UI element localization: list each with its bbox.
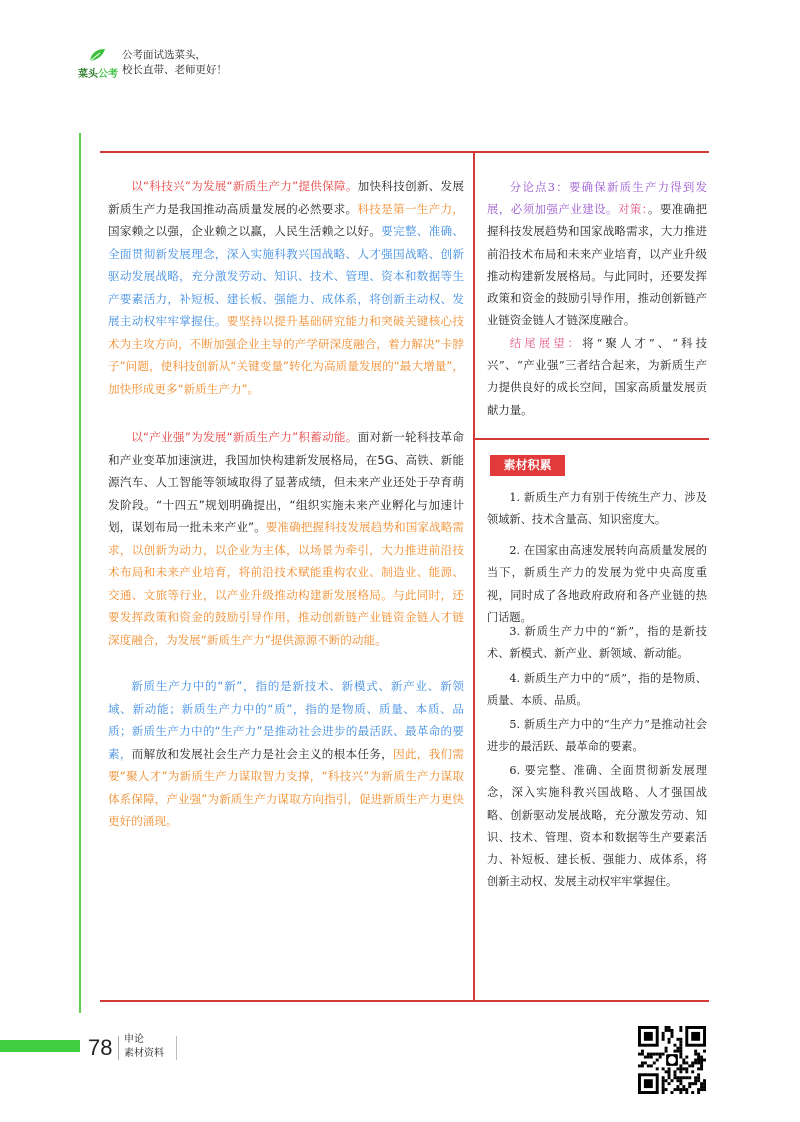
brand-logo [78, 48, 118, 80]
material-list-item: 1. 新质生产力有别于传统生产力、涉及领域新、技术含量高、知识密度大。 [487, 491, 707, 527]
footer-green-bar [0, 1040, 80, 1052]
text-run: 而解放和发展社会生产力是社会主义的根本任务， [131, 746, 393, 761]
header-slogan [122, 48, 227, 78]
material-list-item: 5. 新质生产力中的“生产力”是推动社会进步的最活跃、最革命的要素。 [487, 718, 707, 754]
sub-argument-3 [487, 176, 707, 331]
text-run: 对策： [617, 202, 648, 217]
logo-text [78, 65, 118, 80]
text-run: 因此，我们需要“聚人才”为新质生产力谋取智力支撑，“科技兴”为新质生产力谋取体系保障，产业强”为新质生产力谋取方向指引，促进新质生产力更快更好的涌现。 [108, 746, 464, 828]
footer-title-line-1: 申论 [124, 1034, 144, 1045]
material-list-item: 2. 在国家由高速发展转向高质量发展的当下，新质生产力的发展为党中央高度重视，同时成了各地政府政府和各产业链的热门话题。 [487, 544, 707, 624]
column-divider [473, 151, 475, 1002]
text-run: 以“产业强”为发展“新质生产力”积蓄动能。 [131, 430, 358, 444]
text-run: 要坚持以提升基础研究能力和突破关键核心技术为主攻方向，不断加强企业主导的产学研深度融合，着力解决“卡脖子”问题，使科技创新从“关键变量”转化为高质量发展的“最大增量”，加快形成更多“新质生产力”。 [108, 314, 464, 396]
logo-text-part2: 公考 [98, 69, 118, 80]
left-green-rule [79, 133, 81, 1013]
text-run: 面对新一轮科技革命和产业变革加速演进，我国加快构建新发展格局，在5G、高铁、新能源汽车、人工智能等领域取得了显著成绩，但未来产业还处于孕育萌发阶段。“十四五”规划明确提出，“组织实施未来产业孵化与加速计划，谋划布局一批未来产业”。 [108, 430, 464, 534]
text-run: 要完整、准确、全面贯彻新发展理念，深入实施科教兴国战略、人才强国战略、创新驱动发展战略，充分激发劳动、知识、技术、管理、资本和数据等生产要素活力，补短板、建长板、强能力、成体系，将创新主动权、发展主动权牢牢掌握住。 [108, 224, 464, 328]
text-run: 要确保新质生产力得到发展，必须加强产业建设。 [487, 180, 707, 217]
text-run: 结尾展望： [509, 336, 583, 350]
text-run: 国家赖之以强，企业赖之以赢，人民生活赖之以好。 [108, 224, 382, 238]
footer-title-line-2: 素材资料 [124, 1048, 164, 1059]
text-run: 科技是第一生产力， [357, 201, 464, 216]
text-run: 。要准确把握科技发展趋势和国家战略需求，大力推进前沿技术布局和未来产业培育，以产业升级推动构建新发展格局。与此同时，还要发挥政策和资金的鼓励引导作用，推动创新链产业链资金链人才链深度融合。 [487, 202, 707, 328]
slogan-line-2: 校长直带、老师更好！ [122, 64, 227, 76]
text-run: 新质生产力中的“新”，指的是新技术、新模式、新产业、新领域、新动能；新质生产力中的“质”，指的是物质、质量、本质、品质；新质生产力中的“生产力”是推动社会进步的最活跃、最革命的要素， [108, 679, 464, 761]
material-list-item: 6. 要完整、准确、全面贯彻新发展理念，深入实施科教兴国战略、人才强国战略、创新驱动发展战略，充分激发劳动、知识、技术、管理、资本和数据等生产要素活力、补短板、建长板、强能力、成体系，将创新主动权、发展主动权牢牢掌握住。 [487, 764, 707, 889]
leaf-icon [88, 48, 106, 62]
text-run: 要准确把握科技发展趋势和国家战略需求，以创新为动力，以企业为主体，以场景为牵引，大力推进前沿技术布局和未来产业培育，将前沿技术赋能重构农业、制造业、能源、交通、文旅等行业，以产业升级推动构建新发展格局。与此同时，还要发挥政策和资金的鼓励引导作用，推动创新链产业链资金链人才链深度融合，为发展“新质生产力”提供源源不断的动能。 [108, 520, 464, 647]
right-section-rule [475, 438, 709, 440]
text-run: 加快科技创新、发展新质生产力是我国推动高质量发展的必然要求。 [108, 179, 464, 216]
text-run: 将“聚人才”、“科技兴”、“产业强”三者结合起来，为新质生产力提供良好的成长空间，国家高质量发展贡献力量。 [487, 336, 707, 417]
top-red-rule [100, 151, 709, 153]
material-list-item: 4. 新质生产力中的“质”，指的是物质、质量、本质、品质。 [487, 672, 707, 708]
paragraph-summary [108, 675, 464, 833]
slogan-line-1: 公考面试选菜头， [122, 49, 206, 61]
material-badge: 素材积累 [490, 455, 565, 476]
qr-code-icon[interactable] [638, 1026, 706, 1094]
paragraph-tech [108, 175, 464, 400]
footer-divider [118, 1036, 119, 1060]
footer-divider-2 [176, 1036, 177, 1060]
page-number: 78 [88, 1035, 113, 1060]
closing-outlook [487, 332, 707, 421]
text-run: 分论点3： [509, 180, 569, 194]
logo-text-part1: 菜头 [78, 69, 98, 80]
footer-title [124, 1033, 164, 1061]
material-list-item: 3. 新质生产力中的“新”，指的是新技术、新模式、新产业、新领域、新动能。 [487, 625, 707, 661]
bottom-red-rule [100, 1000, 709, 1002]
text-run: 以“科技兴”为发展“新质生产力”提供保障。 [131, 179, 358, 193]
paragraph-industry [108, 426, 464, 651]
